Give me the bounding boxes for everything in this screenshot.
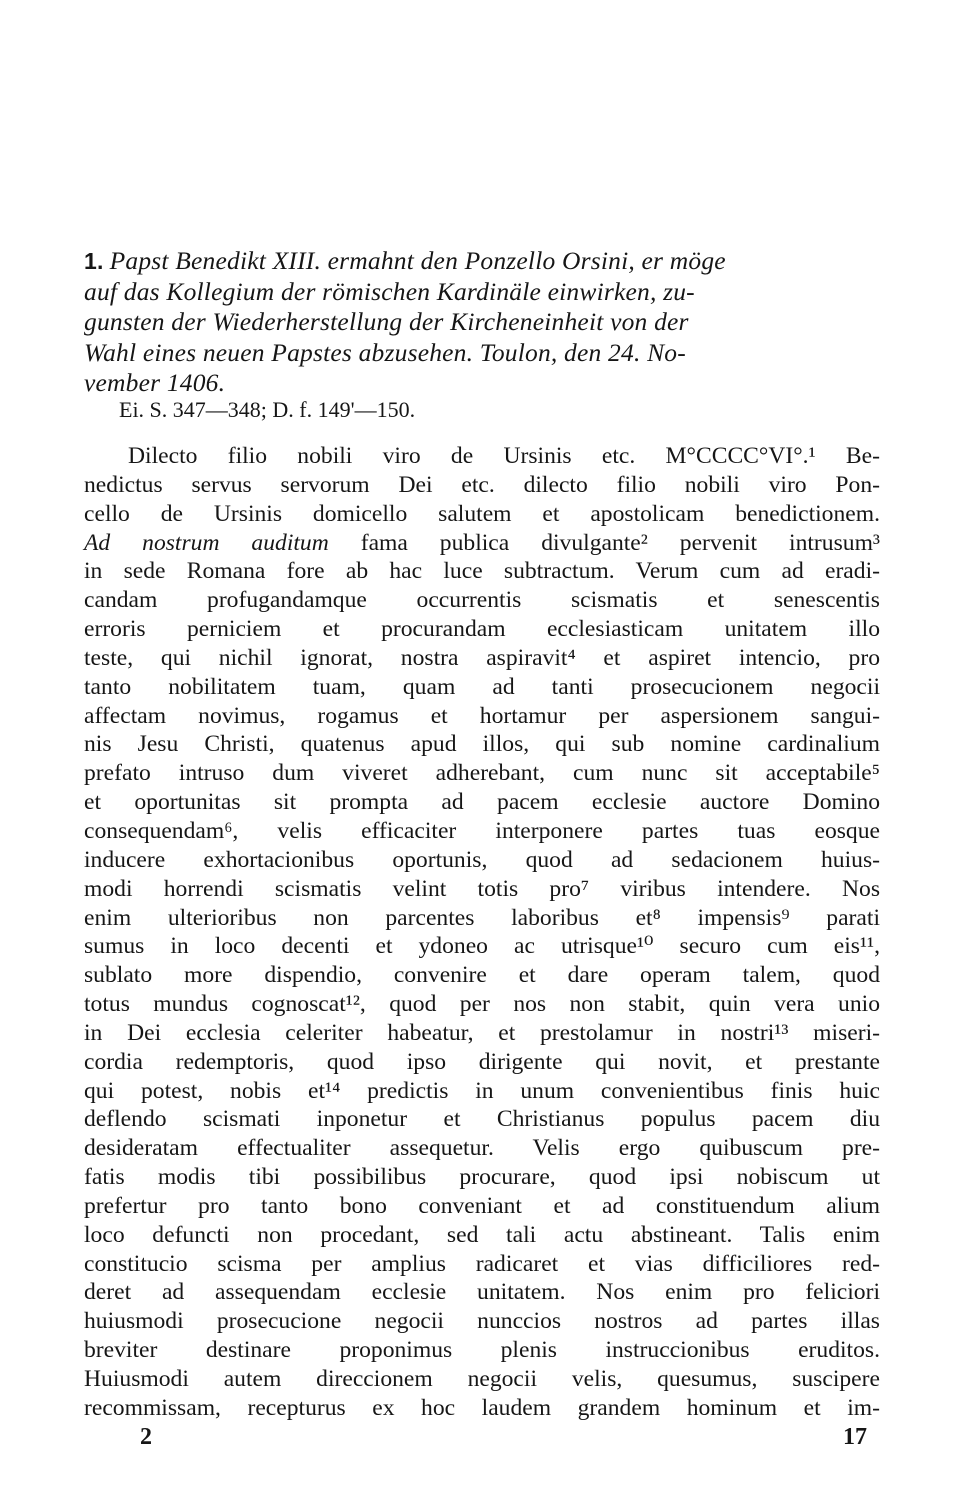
- body-line: consequendam⁶, velis efficaciter interponere partes tuas eosque: [84, 817, 880, 844]
- body-line: huiusmodi prosecucione negocii nunccios nostros ad partes illas: [84, 1308, 880, 1335]
- body-line: deret ad assequendam ecclesie unitatem. Nos enim pro feliciori: [84, 1279, 880, 1306]
- document-body: [84, 442, 880, 1423]
- signature-mark: 2: [140, 1424, 152, 1450]
- heading-line: Wahl eines neuen Papstes abzusehen. Toulon, den 24. No-: [84, 337, 686, 367]
- body-line: modi horrendi scismatis velint totis pro⁷ viribus intendere. Nos: [84, 875, 880, 902]
- source-reference: Ei. S. 347—348; D. f. 149'—150.: [119, 397, 416, 422]
- body-line: erroris perniciem et procurandam ecclesiasticam unitatem illo: [84, 616, 880, 643]
- body-line: qui potest, nobis et¹⁴ predictis in unum convenientibus finis huic: [84, 1077, 880, 1104]
- document-number: 1.: [84, 248, 104, 274]
- body-line: inducere exhortacionibus oportunis, quod ad sedacionem huius-: [84, 846, 880, 873]
- body-line: sumus in loco decenti et ydoneo ac utrisque¹⁰ securo cum eis¹¹,: [84, 933, 880, 960]
- body-line: Ad nostrum auditum fama publica divulgante² pervenit intrusum³: [84, 529, 880, 556]
- body-line: desideratam effectualiter assequetur. Velis ergo quibuscum pre-: [84, 1135, 880, 1162]
- body-line: sublato more dispendio, convenire et dare operam talem, quod: [84, 962, 880, 989]
- body-line: in Dei ecclesia celeriter habeatur, et prestolamur in nostri¹³ miseri-: [84, 1019, 880, 1046]
- body-line: Dilecto filio nobili viro de Ursinis etc. M°CCCC°VI°.¹ Be-: [128, 443, 880, 469]
- heading-line: auf das Kollegium der römischen Kardinäle einwirken, zu-: [84, 276, 695, 306]
- body-line: totus mundus cognoscat¹², quod per nos non stabit, quin vera unio: [84, 991, 880, 1018]
- body-line: breviter destinare proponimus plenis instruccionibus eruditos.: [84, 1337, 880, 1364]
- body-line: loco defuncti non procedant, sed tali actu abstineant. Talis enim: [84, 1221, 880, 1248]
- body-line: et oportunitas sit prompta ad pacem ecclesie auctore Domino: [84, 789, 880, 816]
- heading-line: vember 1406.: [84, 368, 226, 397]
- body-line: nedictus servus servorum Dei etc. dilecto filio nobili viro Pon-: [84, 471, 880, 498]
- body-line: cordia redemptoris, quod ipso dirigente qui novit, et prestante: [84, 1048, 880, 1075]
- body-line: tanto nobilitatem tuam, quam ad tanti prosecucionem negocii: [84, 673, 880, 700]
- body-line: prefato intruso dum viveret adherebant, cum nunc sit acceptabile⁵: [84, 760, 880, 787]
- body-line: enim ulterioribus non parcentes laboribus et⁸ impensis⁹ parati: [84, 904, 880, 931]
- body-line: Huiusmodi autem direccionem negocii velis, quesumus, suscipere: [84, 1366, 880, 1392]
- heading-line: 1. Papst Benedikt XIII. ermahnt den Ponzello Orsini, er möge: [84, 246, 726, 275]
- body-line: teste, qui nichil ignorat, nostra aspiravit⁴ et aspiret intencio, pro: [84, 644, 880, 671]
- body-line: cello de Ursinis domicello salutem et apostolicam benedictionem.: [84, 500, 880, 527]
- body-line: nis Jesu Christi, quatenus apud illos, qui sub nomine cardinalium: [84, 731, 880, 758]
- body-line: fatis modis tibi possibilibus procurare, quod ipsi nobiscum ut: [84, 1164, 880, 1191]
- body-line: constitucio scisma per amplius radicaret et vias difficiliores red-: [84, 1250, 880, 1277]
- body-line: candam profugandamque occurrentis scismatis et senescentis: [84, 587, 880, 614]
- body-line: deflendo scismati inponetur et Christianus populus pacem diu: [84, 1106, 880, 1133]
- body-line: in sede Romana fore ab hac luce subtractum. Verum cum ad eradi-: [84, 558, 880, 585]
- heading-line: gunsten der Wiederherstellung der Kircheneinheit von der: [84, 307, 689, 336]
- page-number: 17: [843, 1424, 867, 1450]
- body-line: recommissam, recepturus ex hoc laudem grandem hominum et im-: [84, 1394, 880, 1421]
- body-line: prefertur pro tanto bono conveniant et ad constituendum alium: [84, 1192, 880, 1219]
- document-heading: [84, 246, 884, 399]
- body-line: affectam novimus, rogamus et hortamur per aspersionem sangui-: [84, 702, 880, 729]
